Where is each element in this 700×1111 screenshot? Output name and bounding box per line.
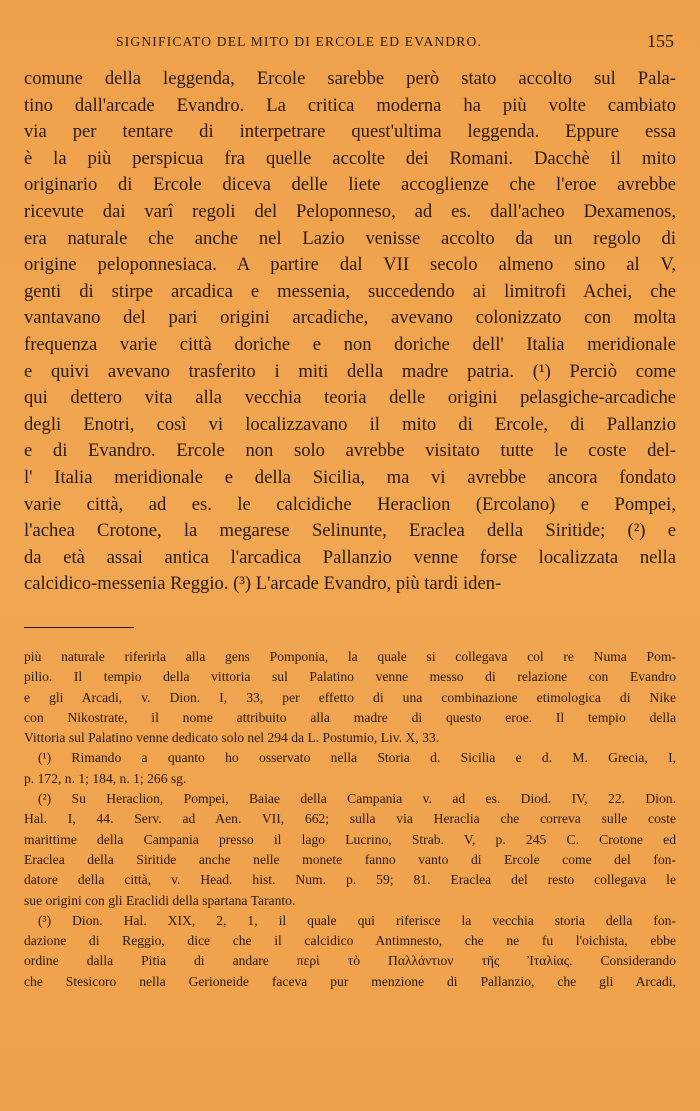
running-head: [24, 31, 676, 56]
footnote-line: Hal. I, 44. Serv. ad Aen. VII, 662; sulla via Heraclia che correva sulle coste: [24, 811, 676, 827]
footnote-line: marittime della Campania presso il lago Lucrino, Strab. V, p. 245 C. Crotone ed: [24, 831, 676, 847]
text-line: e di Evandro. Ercole non solo avrebbe visitato tutte le coste del-: [24, 440, 676, 462]
footnote-line: Vittoria sul Palatino venne dedicato solo nel 294 da L. Postumio, Liv. X, 33.: [24, 730, 440, 746]
footnotes: [24, 647, 676, 992]
text-line: degli Enotri, così vi localizzavano il mito di Ercole, di Pallanzio: [24, 413, 676, 435]
footnote-line: dazione di Reggio, dice che il calcidico Antimnesto, che ne fu l'oichista, ebbe: [24, 933, 676, 949]
running-title: SIGNIFICATO DEL MITO DI ERCOLE ED EVANDRO.: [116, 34, 483, 49]
text-line: via per tentare di interpetrare quest'ultima leggenda. Eppure essa: [24, 121, 676, 143]
text-line: e quivi avevano trasferito i miti della madre patria. (¹) Perciò come: [24, 360, 676, 382]
footnote-line: più naturale riferirla alla gens Pomponia, la quale si collegava col re Numa Pom-: [24, 649, 676, 664]
footnote-line: (²) Su Heraclion, Pompei, Baiae della Campania v. ad es. Diod. IV, 22. Dion.: [38, 791, 676, 807]
footnote-line: che Stesicoro nella Gerioneide faceva pur menzione di Pallanzio, che gli Arcadi,: [24, 973, 676, 989]
text-line: originario di Ercole diceva delle liete accoglienze che l'eroe avrebbe: [24, 174, 676, 196]
text-line: genti di stirpe arcadica e messenia, succedendo ai limitrofi Achei, che: [24, 280, 676, 302]
footnote-line: p. 172, n. 1; 184, n. 1; 266 sg.: [24, 770, 187, 786]
text-line: tino dall'arcade Evandro. La critica moderna ha più volte cambiato: [24, 94, 676, 116]
footnote-separator: [24, 627, 134, 628]
footnote-line: con Nikostrate, il nome attribuito alla madre di questo eroe. Il tempio della: [24, 709, 676, 725]
footnote-line: pilio. Il tempio della vittoria sul Palatino venne messo di relazione con Evandro: [24, 669, 676, 685]
footnote-line: sue origini con gli Eraclidi della spartana Taranto.: [24, 892, 296, 908]
text-line: qui dettero vita alla vecchia teoria delle origini pelasgiche-arcadiche: [24, 387, 676, 409]
footnote-line: (¹) Rimando a quanto ho osservato nella Storia d. Sicilia e d. M. Grecia, I,: [38, 750, 676, 766]
footnote-line: ordine dalla Pitia di andare περὶ τὸ Παλλάντιον τῆς Ἰταλίας. Considerando: [24, 953, 676, 969]
text-line: vantavano del pari origini arcadiche, avevano colonizzato con molta: [24, 307, 676, 329]
text-line: origine peloponnesiaca. A partire dal VII secolo almeno sino al V,: [24, 254, 676, 276]
text-line: l' Italia meridionale e della Sicilia, ma vi avrebbe ancora fondato: [24, 466, 676, 488]
text-line: è la più perspicua fra quelle accolte dei Romani. Dacchè il mito: [24, 147, 676, 169]
text-line: comune della leggenda, Ercole sarebbe però stato accolto sul Pala-: [24, 68, 676, 89]
footnote-line: datore della città, v. Head. hist. Num. p. 59; 81. Eraclea del resto collegava le: [24, 872, 676, 888]
main-text: [24, 66, 676, 598]
text-line: da età assai antica l'arcadica Pallanzio venne forse localizzata nella: [24, 546, 676, 568]
text-line: varie città, ad es. le calcidiche Heraclion (Ercolano) e Pompei,: [24, 493, 676, 515]
footnote-line: e gli Arcadi, v. Dion. I, 33, per effetto di una combinazione etimologica di Nike: [24, 689, 676, 705]
page-number: 155: [647, 31, 674, 51]
text-line: ricevute dai varî regoli del Peloponneso, ad es. dall'acheo Dexamenos,: [24, 200, 676, 222]
text-line: era naturale che anche nel Lazio venisse accolto da un regolo di: [24, 227, 676, 249]
text-line: calcidico-messenia Reggio. (³) L'arcade Evandro, più tardi iden-: [24, 573, 502, 595]
footnote-line: Eraclea della Siritide anche nelle monete fanno vanto di Ercole come del fon-: [24, 851, 676, 867]
text-line: l'achea Crotone, la megarese Selinunte, Eraclea della Siritide; (²) e: [24, 520, 676, 542]
text-line: frequenza varie città doriche e non doriche dell' Italia meridionale: [24, 333, 676, 355]
footnote-line: (³) Dion. Hal. XIX, 2, 1, il quale qui riferisce la vecchia storia della fon-: [38, 912, 676, 928]
